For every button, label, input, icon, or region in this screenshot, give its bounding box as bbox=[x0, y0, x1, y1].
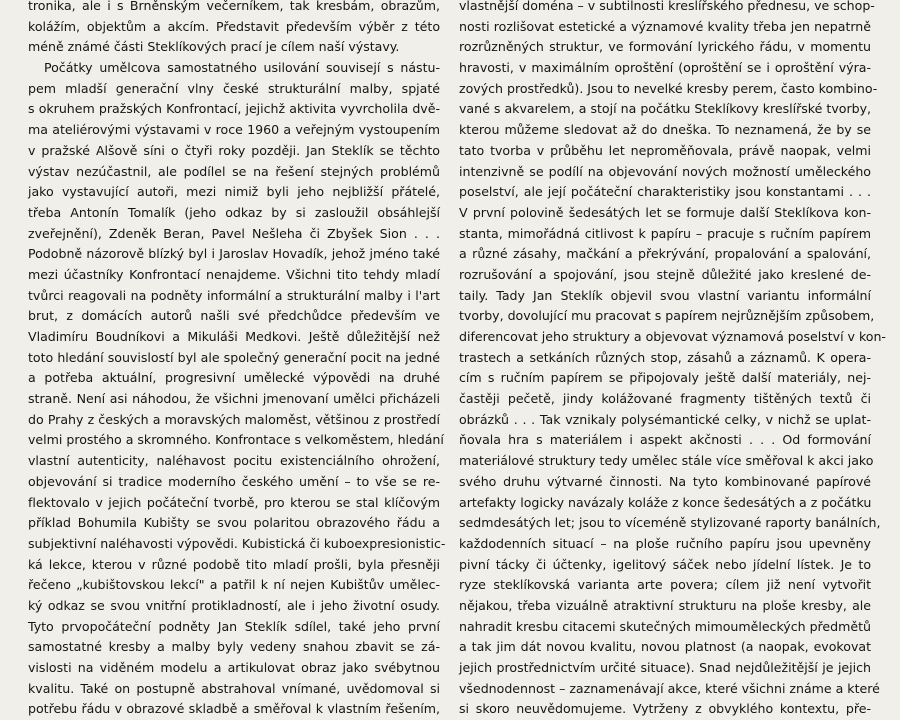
text-line: subjektivní naléhavosti výpovědi. Kubistická či kuboexpresionistic- bbox=[28, 535, 446, 551]
text-line: poselství, ale její počáteční charakteristiky jsou konstantami . . . bbox=[459, 184, 871, 200]
text-line: vislosti na viděném modelu a artikulovat obraz jako svébytnou bbox=[28, 660, 440, 675]
right-column bbox=[459, 0, 886, 720]
text-line: obrázků . . . Tak vznikaly polysémantické celky, v nichž se uplat- bbox=[459, 411, 871, 427]
text-line: všednodennost – zaznamenávají akce, které všichni známe a které bbox=[459, 680, 880, 696]
text-line: ma ateliérovými výstavami v roce 1960 a veřejným vystoupením bbox=[28, 122, 440, 138]
text-line: materiálové struktury tedy umělec stále více směřoval k akci jako bbox=[459, 453, 874, 469]
text-line: kvalitu. Také on postupně abstrahoval vnímané, uvědomoval si bbox=[28, 680, 440, 696]
text-line: méně známé části Steklíkových prací je cílem naší výstavy. bbox=[28, 39, 400, 55]
text-line: Tyto prvopočáteční podněty Jan Steklík sdílel, také jeho první bbox=[28, 618, 440, 634]
text-line: výstav nezúčastnil, ale podílel se na řešení stejných problémů bbox=[28, 163, 440, 179]
text-line: sedmdesátých let; jsou to víceméně stylizované raporty banálních, bbox=[459, 515, 881, 531]
text-line: svého druhu výtvarné činnosti. Na tyto kombinované papírové bbox=[459, 473, 871, 489]
text-line: každodenních situací – na ploše ručního papíru jsou upevněny bbox=[459, 535, 871, 551]
text-line: tronika, ale i s Brněnským večerníkem, tak kresbám, obrazům, bbox=[28, 0, 440, 13]
text-line: a potřeba aktuální, progresivní umělecké výpovědi na druhé bbox=[28, 370, 440, 386]
text-line: do Prahy z českých a moravských maloměst, většinou z prostředí bbox=[28, 411, 440, 427]
text-line: třeba Antonín Tomalík (jeho odkaz by si zasloužil obsáhlejší bbox=[28, 204, 440, 220]
text-line: hravosti, v maximálním oproštění (oproštění se i oproštění výra- bbox=[459, 60, 871, 76]
text-line: a různé zásahy, mačkání a překrývání, propalování a spalování, bbox=[459, 246, 871, 262]
text-line: nosti rozlišovat estetické a významové kvality třeba jen nepatrně bbox=[459, 18, 871, 34]
text-line: ňovala hra s materiálem i aspekt akčnosti . . . Od formování bbox=[459, 432, 871, 448]
text-line: stanta, mimořádná citlivost k papíru – pracuje s ručním papírem bbox=[459, 225, 871, 241]
text-line: Počátky umělcova samostatného usilování souvisejí s nástu- bbox=[44, 60, 440, 76]
text-line: rozrůzněných struktur, ve formování lyrického řádu, v momentu bbox=[459, 39, 871, 55]
text-line: nějakou, třeba vizuálně atraktivní strukturu na ploše kresby, ale bbox=[459, 597, 871, 613]
text-line: objevování si tradice moderního českého umění – to vše se re- bbox=[28, 473, 440, 489]
text-line: jejich prostřednictvím určité situace). Snad nejdůležitější je jejich bbox=[459, 660, 871, 675]
text-line: vlastnější doména – v subtilnosti kreslířského přednesu, ve schop- bbox=[459, 0, 875, 13]
text-line: potřebu řádu v obrazové skladbě a směřoval k vlastním řešením, bbox=[28, 701, 440, 717]
text-line: s okruhem pražských Konfrontací, jejichž aktivita vyvrcholila dvě- bbox=[28, 101, 440, 117]
text-line: častěji pečetě, jindy kolážované fragmenty tištěných textů či bbox=[459, 391, 871, 407]
text-line: tvůrci reagovali na podněty informální a strukturální malby i l'art bbox=[28, 287, 440, 303]
text-line: straně. Není asi náhodou, že všichni jmenovaní umělci přicházeli bbox=[28, 391, 440, 407]
text-line: ryze steklíkovská varianta arte povera; cílem již není vytvořit bbox=[459, 577, 871, 593]
text-line: ký odkaz se svou vnitřní protikladností, ale i jeho životní osudy. bbox=[28, 597, 440, 613]
text-line: samostatné kresby a malby byly vedeny snahou zbavit se zá- bbox=[28, 639, 440, 655]
text-line: si skoro neuvědomujeme. Vytrženy z obvyklého kontextu, pře- bbox=[459, 701, 871, 717]
text-line: zových prostředků). Jsou to nevelké kresby perem, často kombino- bbox=[459, 80, 878, 96]
text-line: kolážím, objektům a akcím. Představit především výběr z této bbox=[28, 18, 440, 34]
text-line: v pražské Alšově síni o čtyři roky později. Jan Steklík se těchto bbox=[28, 142, 440, 158]
text-line: artefakty logicky navázaly koláže z konce šedesátých a z počátku bbox=[459, 494, 872, 510]
text-line: Vladimíru Boudníkovi a Mikuláši Medkovi. Ještě důležitější než bbox=[28, 329, 440, 344]
text-line: tato tvorba v průběhu let neproměňovala, právě naopak, velmi bbox=[459, 142, 871, 158]
text-line: mezi účastníky Konfrontací nenajdeme. Všichni tito tehdy mladí bbox=[28, 266, 440, 282]
text-line: pem mladší generační vlny české strukturální malby, spjaté bbox=[28, 80, 440, 96]
text-line: Podobně názorově blízký byl i Jaroslav Hovadík, jehož jméno také bbox=[28, 246, 440, 262]
text-line: řečeno „kubištovskou lekcí" a patřil k ní nejen Kubištův umělec- bbox=[28, 577, 440, 593]
text-line: kterou můžeme sledovat až do dneška. To neznamená, že by se bbox=[459, 122, 871, 138]
text-line: vané s akvarelem, a stojí na počátku Steklíkovy kreslířské tvorby, bbox=[459, 101, 871, 117]
text-line: rozrušování a spojování, jsou stejně důležité jako kreslené de- bbox=[459, 266, 871, 282]
text-line: ká lekce, kterou v různé podobě tito mladí prošli, byla přesněji bbox=[28, 556, 440, 572]
text-line: flektovalo v jejich počáteční tvorbě, pro kterou se stal klíčovým bbox=[28, 494, 440, 510]
text-line: zveřejnění), Zdeněk Beran, Pavel Nešleha či Zbyšek Sion . . . bbox=[28, 225, 440, 241]
text-line: tvorby, dovolující mu pracovat s papírem nejrůznějším způsobem, bbox=[459, 308, 875, 324]
text-line: a tak jim dát novou kvalitu, novou platnost (a naopak, evokovat bbox=[459, 639, 871, 655]
text-line: brut, z domácích autorů našli své předchůdce především ve bbox=[28, 308, 440, 324]
text-line: trastech a setkáních různých stop, zásahů a záznamů. K opera- bbox=[459, 349, 871, 365]
left-column bbox=[28, 0, 446, 720]
text-line: velmi prostého a skromného. Konfrontace s velkoměstem, hledání bbox=[28, 432, 444, 448]
text-line: diferencovat jeho struktury a objevovat významová poselství v kon- bbox=[459, 329, 886, 344]
text-line: pivní tácky či účtenky, igelitový sáček nebo jídelní lístek. Je to bbox=[459, 556, 871, 572]
text-line: příklad Bohumila Kubišty se svou polaritou obrazového řádu a bbox=[28, 515, 440, 531]
text-line: vlastní autenticity, naléhavost pocitu existenciálního ohrožení, bbox=[28, 453, 440, 469]
text-line: V první polovině šedesátých let se formuje další Steklíkova kon- bbox=[459, 204, 871, 220]
text-line: toto hledání souvislostí byl ale společný generační pocit na jedné bbox=[28, 349, 440, 365]
text-line: jako vystavující autoři, mezi nimiž byli jeho nejbližší přátelé, bbox=[28, 184, 440, 200]
text-line: intenzivně se podílí na objevování nových možností uměleckého bbox=[459, 163, 871, 179]
text-line: cím s ručním papírem se připojovaly ještě další materiály, nej- bbox=[459, 370, 871, 386]
text-line: taily. Tady Jan Steklík objevil svou vlastní variantu informální bbox=[459, 287, 871, 303]
text-line: nahradit kresbu citacemi skutečných mimouměleckých předmětů bbox=[459, 618, 871, 634]
